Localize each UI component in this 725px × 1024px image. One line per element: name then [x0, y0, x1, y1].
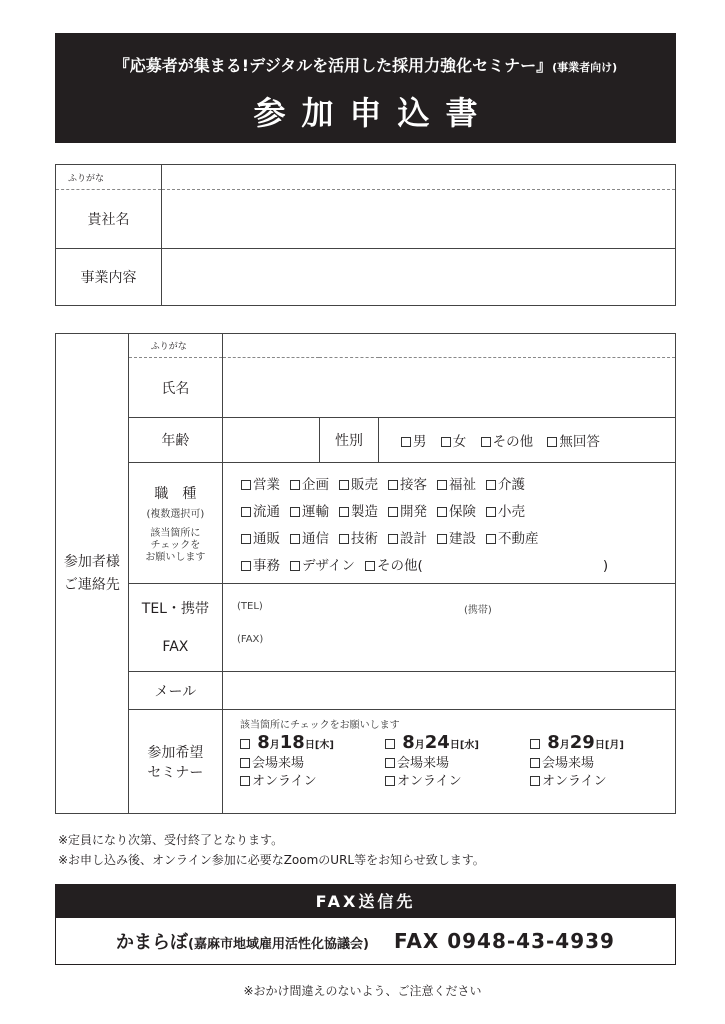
job-option[interactable]: 小売 [486, 500, 525, 520]
participant-table [55, 333, 676, 814]
job-row [241, 473, 675, 500]
company-table [55, 164, 676, 306]
checkbox-icon [437, 534, 447, 544]
fax-hint: (FAX) [236, 634, 264, 645]
page-title: 参加申込書 [253, 94, 494, 132]
checkbox-icon [290, 507, 300, 517]
note-line: ※定員になり次第、受付終了となります。 [58, 833, 284, 847]
mail-label: メール [128, 672, 222, 710]
notes [58, 830, 485, 870]
checkbox-icon [339, 480, 349, 490]
checkbox-icon [290, 534, 300, 544]
job-option[interactable]: 製造 [339, 500, 378, 520]
checkbox-icon [385, 776, 395, 786]
fax-destination-title: FAX送信先 [56, 885, 675, 918]
tel-fax-label-cell [128, 584, 222, 672]
job-hint: 該当箇所に チェックを お願いします [145, 527, 206, 563]
job-option[interactable]: 不動産 [486, 527, 539, 547]
checkbox-icon [385, 739, 395, 749]
business-field[interactable] [162, 249, 676, 306]
note-line: ※お申し込み後、オンライン参加に必要なZoomのURL等をお知らせ致します。 [58, 853, 485, 867]
job-option[interactable]: 開発 [388, 500, 427, 520]
seminar-option [530, 734, 675, 791]
job-option[interactable]: 通信 [290, 527, 329, 547]
checkbox-icon [486, 480, 496, 490]
fax-number: FAX 0948-43-4939 [393, 929, 615, 953]
job-option[interactable]: 設計 [388, 527, 427, 547]
fax-label: FAX [162, 638, 189, 655]
seminar-option [240, 734, 385, 791]
gender-option[interactable]: 女 [441, 430, 467, 450]
seminar-venue-option[interactable]: 会場来場 [240, 755, 385, 773]
job-option[interactable]: 流通 [241, 500, 280, 520]
checkbox-icon [388, 507, 398, 517]
checkbox-icon [339, 534, 349, 544]
mail-field[interactable] [222, 672, 675, 710]
seminar-date[interactable]: 8月24日[水] [385, 734, 530, 755]
checkbox-icon [240, 776, 250, 786]
age-field[interactable] [222, 418, 319, 463]
participant-furigana-label: ふりがな [128, 334, 222, 358]
checkbox-icon [486, 534, 496, 544]
gender-label: 性別 [319, 418, 378, 463]
seminar-venue-option[interactable]: 会場来場 [385, 755, 530, 773]
checkbox-icon [530, 758, 540, 768]
age-label: 年齢 [128, 418, 222, 463]
job-option[interactable]: 事務 [241, 554, 280, 574]
job-options [222, 463, 675, 584]
job-label: 職 種 [154, 485, 197, 502]
tel-fax-field[interactable] [222, 584, 675, 672]
job-option[interactable]: 技術 [339, 527, 378, 547]
checkbox-icon [481, 437, 491, 447]
checkbox-icon [441, 437, 451, 447]
checkbox-icon [486, 507, 496, 517]
job-option[interactable]: 福祉 [437, 473, 476, 493]
gender-options [379, 418, 676, 463]
business-label: 事業内容 [56, 249, 162, 306]
checkbox-icon [240, 739, 250, 749]
job-option[interactable]: 運輸 [290, 500, 329, 520]
tel-label: TEL・携帯 [141, 600, 209, 617]
checkbox-icon [290, 480, 300, 490]
seminar-title: 『応募者が集まる!デジタルを活用した採用力強化セミナー』(事業者向け) [113, 56, 618, 75]
fax-destination-box [55, 884, 676, 965]
checkbox-icon [241, 507, 251, 517]
seminar-option [385, 734, 530, 791]
organization-name: かまらぼ(嘉麻市地域雇用活性化協議会) [116, 932, 369, 953]
checkbox-icon [388, 480, 398, 490]
seminar-online-option[interactable]: オンライン [530, 773, 675, 791]
job-option[interactable]: デザイン [290, 554, 355, 574]
job-option[interactable]: 通販 [241, 527, 280, 547]
seminar-date[interactable]: 8月18日[木] [240, 734, 385, 755]
company-name-field[interactable] [162, 190, 676, 249]
gender-option[interactable]: 無回答 [547, 430, 600, 450]
job-option[interactable]: 企画 [290, 473, 329, 493]
checkbox-icon [241, 561, 251, 571]
checkbox-icon [241, 534, 251, 544]
seminar-options [222, 710, 675, 814]
job-option[interactable]: 介護 [486, 473, 525, 493]
gender-option[interactable]: 男 [401, 430, 427, 450]
checkbox-icon [290, 561, 300, 571]
job-other-close: ) [602, 558, 609, 574]
checkbox-icon [385, 758, 395, 768]
job-row [241, 554, 675, 581]
seminar-hint: 該当箇所にチェックをお願いします [239, 720, 400, 731]
seminar-date[interactable]: 8月29日[月] [530, 734, 675, 755]
checkbox-icon [365, 561, 375, 571]
checkbox-icon [437, 507, 447, 517]
job-option[interactable]: 保険 [437, 500, 476, 520]
mobile-hint: (携帯) [463, 605, 492, 616]
job-option[interactable]: 接客 [388, 473, 427, 493]
seminar-online-option[interactable]: オンライン [240, 773, 385, 791]
seminar-online-option[interactable]: オンライン [385, 773, 530, 791]
checkbox-icon [241, 480, 251, 490]
seminar-label-cell: 参加希望 セミナー [128, 710, 222, 814]
checkbox-icon [547, 437, 557, 447]
name-label: 氏名 [128, 358, 222, 418]
gender-option[interactable]: その他 [481, 430, 534, 450]
checkbox-icon [339, 507, 349, 517]
footer-note: ※おかけ間違えのないよう、ご注意ください [243, 984, 482, 998]
name-field[interactable] [222, 358, 675, 418]
checkbox-icon [240, 758, 250, 768]
tel-hint: (TEL) [236, 601, 263, 612]
job-row [241, 527, 675, 554]
header-banner [55, 33, 676, 143]
participant-furigana-field[interactable] [222, 334, 675, 358]
job-option[interactable]: 営業 [241, 473, 280, 493]
seminar-venue-option[interactable]: 会場来場 [530, 755, 675, 773]
job-label-cell [128, 463, 222, 584]
job-row [241, 500, 675, 527]
job-option[interactable]: その他( [365, 554, 423, 574]
checkbox-icon [530, 739, 540, 749]
company-furigana-label: ふりがな [56, 165, 162, 190]
participant-section-label: 参加者様 ご連絡先 [56, 334, 129, 814]
checkbox-icon [437, 480, 447, 490]
company-furigana-field[interactable] [162, 165, 676, 190]
job-multi-note: (複数選択可) [146, 508, 205, 520]
checkbox-icon [401, 437, 411, 447]
checkbox-icon [388, 534, 398, 544]
checkbox-icon [530, 776, 540, 786]
company-name-label: 貴社名 [56, 190, 162, 249]
job-option[interactable]: 販売 [339, 473, 378, 493]
job-option[interactable]: 建設 [437, 527, 476, 547]
